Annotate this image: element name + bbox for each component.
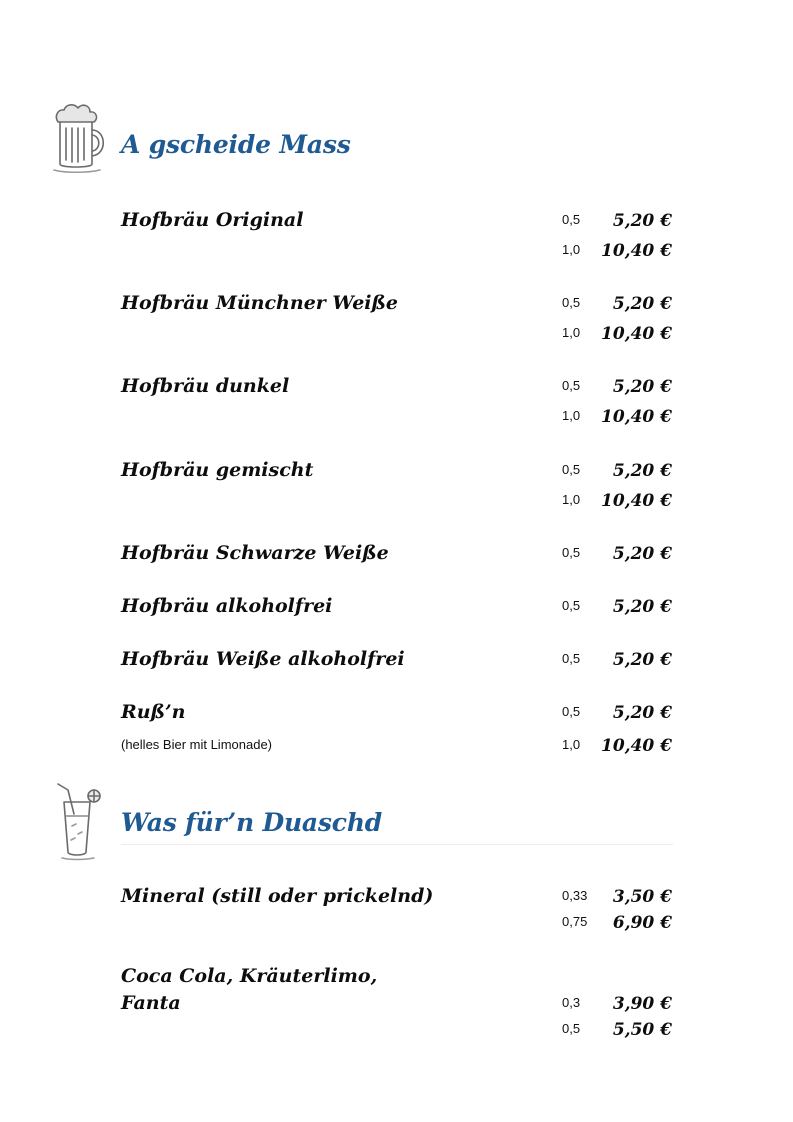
item-price: 10,40 € (601, 407, 672, 427)
item-price: 5,20 € (612, 294, 672, 314)
item-volume: 0,5 (562, 598, 581, 613)
cocktail-glass-icon (52, 780, 104, 862)
item-volume: 1,0 (562, 737, 581, 752)
item-price: 5,20 € (612, 377, 672, 397)
item-volume: 0,5 (562, 545, 581, 560)
item-volume: 1,0 (562, 242, 581, 257)
section-divider (121, 844, 673, 845)
item-name: Hofbräu Original (121, 209, 304, 231)
item-volume: 0,5 (562, 212, 581, 227)
item-name: Hofbräu Schwarze Weiße (121, 542, 389, 564)
item-price: 5,20 € (612, 461, 672, 481)
item-price: 10,40 € (601, 324, 672, 344)
item-volume: 0,5 (562, 378, 581, 393)
item-price: 3,90 € (612, 994, 672, 1014)
item-name: Ruß’n (121, 701, 186, 723)
item-price: 5,20 € (612, 650, 672, 670)
item-note: (helles Bier mit Limonade) (121, 737, 273, 752)
item-volume: 1,0 (562, 492, 581, 507)
item-price: 3,50 € (612, 887, 672, 907)
item-name-line: Fanta (121, 992, 181, 1014)
item-volume: 0,75 (562, 914, 588, 929)
beer-mug-icon (44, 100, 114, 175)
item-name: Mineral (still oder prickelnd) (121, 885, 434, 907)
item-volume: 0,5 (562, 462, 581, 477)
item-name: Hofbräu Weiße alkoholfrei (121, 648, 405, 670)
item-volume: 1,0 (562, 325, 581, 340)
item-price: 5,20 € (612, 211, 672, 231)
section-title: Was für’n Duaschd (121, 808, 383, 837)
item-volume: 0,5 (562, 1021, 581, 1036)
item-volume: 0,5 (562, 295, 581, 310)
item-price: 10,40 € (601, 241, 672, 261)
section-title: A gscheide Mass (121, 130, 351, 159)
item-price: 6,90 € (612, 913, 672, 933)
item-price: 5,20 € (612, 597, 672, 617)
item-price: 10,40 € (601, 736, 672, 756)
item-price: 5,20 € (612, 544, 672, 564)
item-name: Hofbräu gemischt (121, 459, 314, 481)
item-price: 10,40 € (601, 491, 672, 511)
item-volume: 1,0 (562, 408, 581, 423)
item-name: Hofbräu alkoholfrei (121, 595, 333, 617)
item-price: 5,50 € (612, 1020, 672, 1040)
item-volume: 0,5 (562, 651, 581, 666)
item-volume: 0,33 (562, 888, 588, 903)
item-volume: 0,5 (562, 704, 581, 719)
item-name: Hofbräu Münchner Weiße (121, 292, 399, 314)
item-volume: 0,3 (562, 995, 581, 1010)
item-name-line: Coca Cola, Kräuterlimo, (121, 965, 378, 987)
item-price: 5,20 € (612, 703, 672, 723)
item-name: Hofbräu dunkel (121, 375, 290, 397)
